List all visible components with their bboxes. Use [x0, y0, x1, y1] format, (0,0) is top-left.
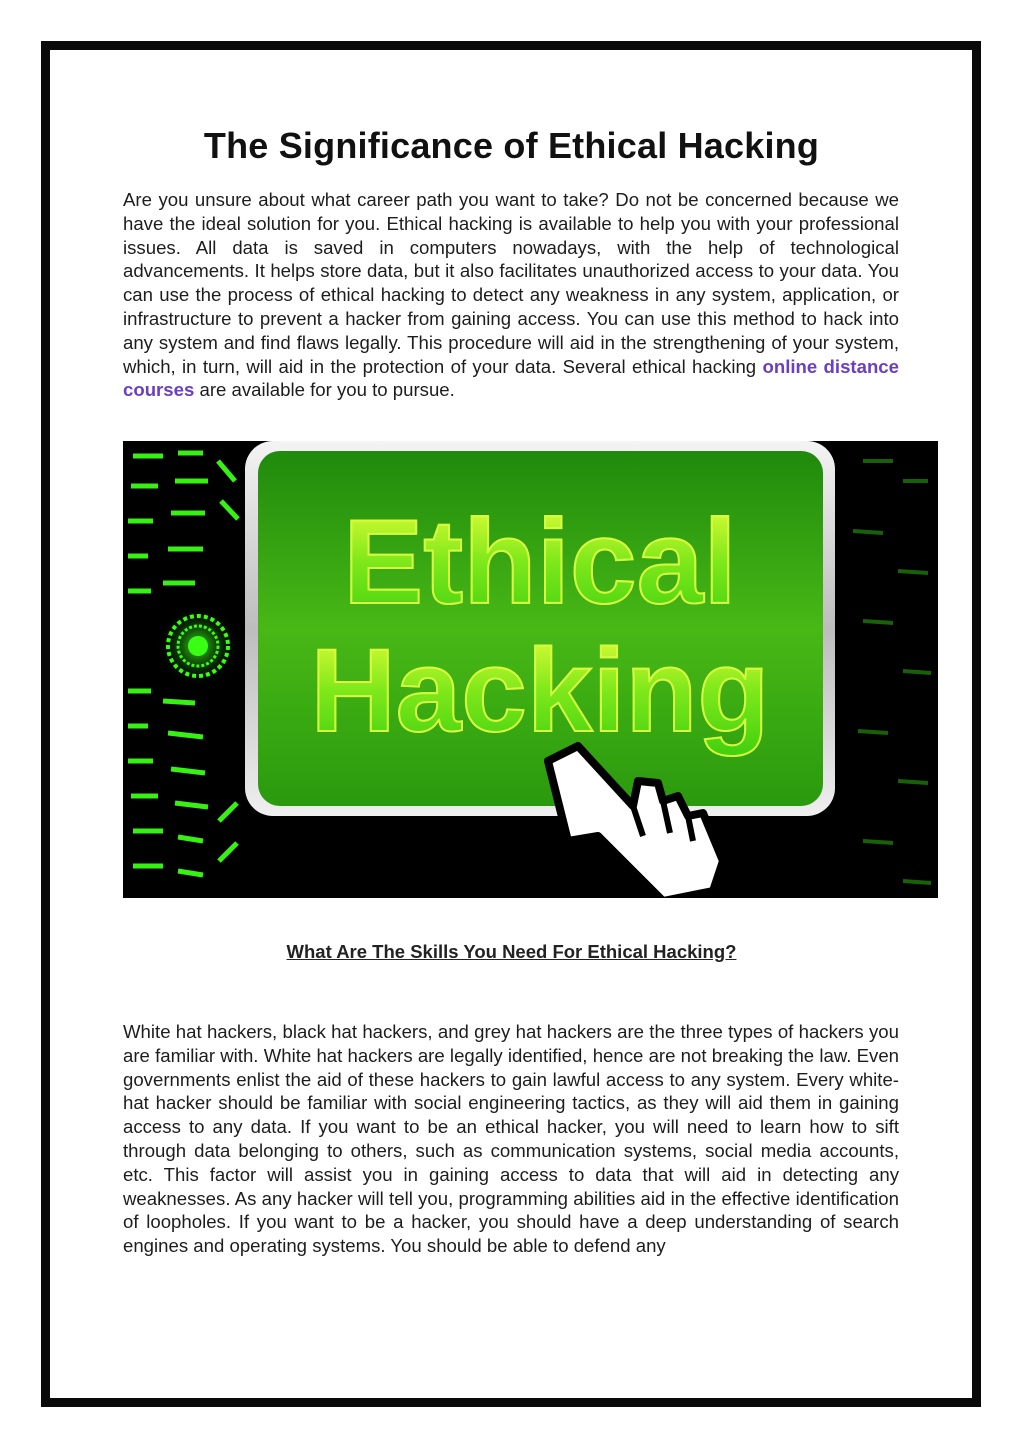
- online-distance-courses-link[interactable]: online distance courses: [123, 355, 899, 401]
- hero-text-line2: Hacking: [310, 625, 770, 757]
- page-title: The Significance of Ethical Hacking: [203, 125, 820, 166]
- hero-text-line1: Ethical: [343, 495, 737, 629]
- intro-text: Are you unsure about what career path you want to take? Do not be concerned because we have the ideal solution for you. Ethical hacking is available to help you with your professional issues. All data is saved in computers nowadays, with the help of technological advancements. It helps store data, but it also facilitates unauthorized access to your data. You can use the process of ethical hacking to detect any weakness in any system, application, or infrastructure to prevent a hacker from gaining access. You can use this method to hack into any system and find flaws legally. This procedure will aid in the strengthening of your system, which, in turn, will aid in the protection of your data. Several ethical hacking: [123, 189, 899, 377]
- concentric-target-icon: [156, 604, 240, 688]
- section-heading: What Are The Skills You Need For Ethical Hacking?: [286, 941, 737, 962]
- skills-paragraph: White hat hackers, black hat hackers, and grey hat hackers are the three types of hackers you are familiar with. White hat hackers are legally identified, hence are not breaking the law. Even governments enlist the aid of these hackers to gain lawful access to any system. Every white-hat hacker should be familiar with social engineering tactics, as they will aid them in gaining access to any data. If you want to be an ethical hacker, you will need to learn how to sift through data belonging to others, such as communication systems, social media accounts, etc. This factor will assist you in gaining access to data that will aid in detecting any weaknesses. As any hacker will tell you, programming abilities aid in the effective identification of loopholes. If you want to be a hacker, you should have a deep understanding of search engines and operating systems. You should be able to defend any: [123, 1021, 899, 1257]
- intro-paragraph: [123, 188, 899, 402]
- hero-image: [123, 441, 938, 898]
- intro-text-end: are available for you to pursue.: [194, 379, 455, 401]
